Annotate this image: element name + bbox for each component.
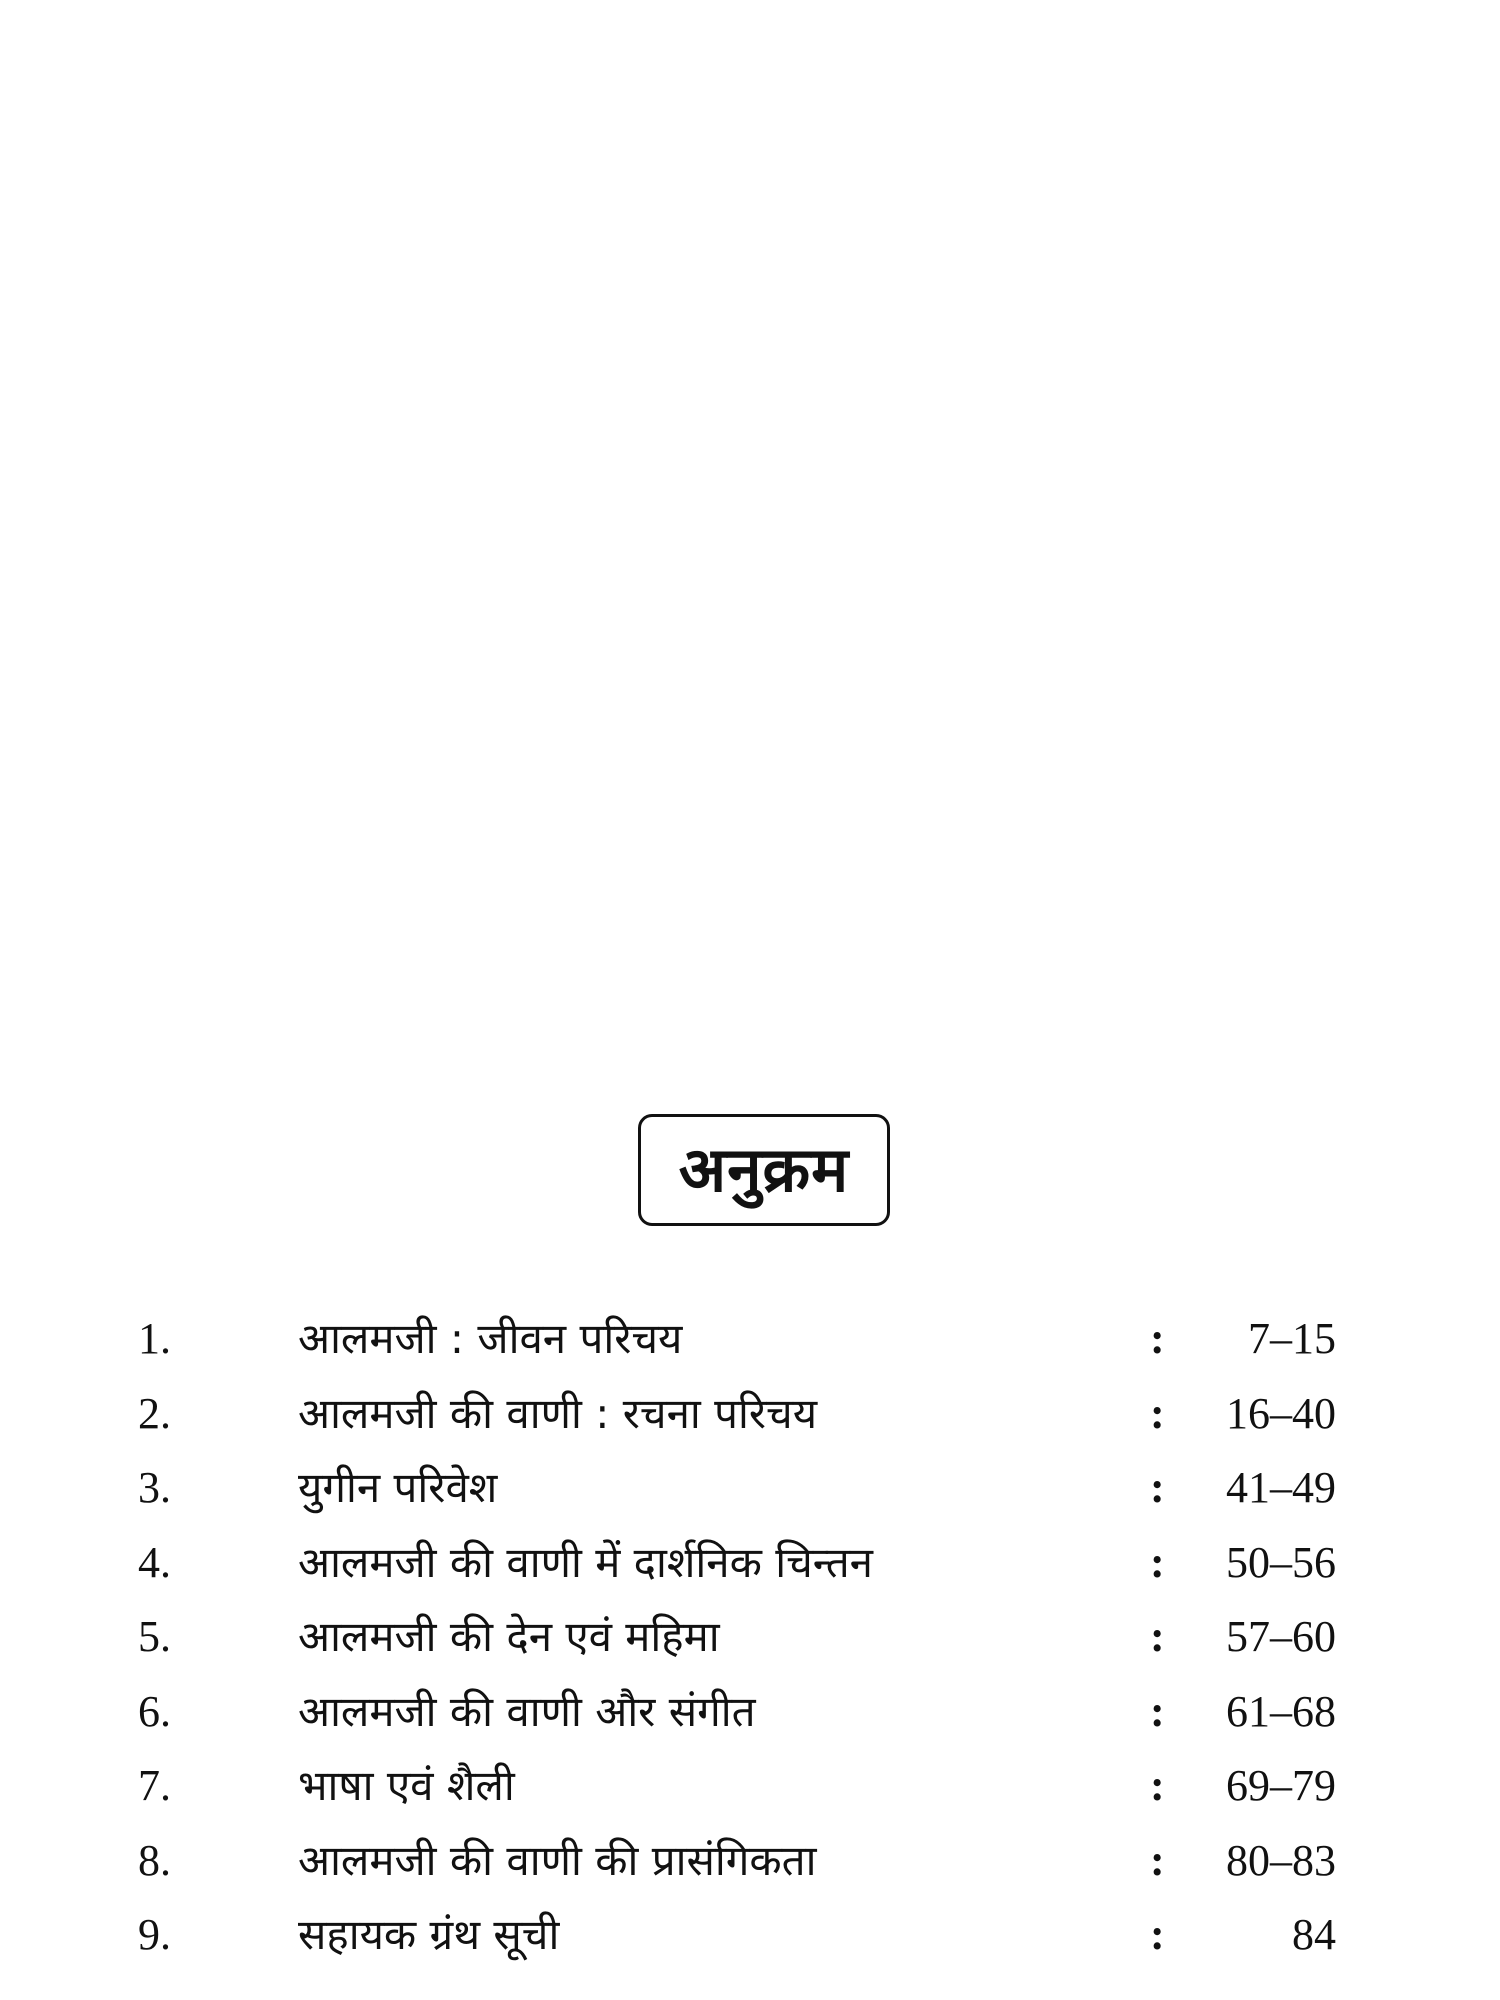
toc-heading: अनुक्रम (678, 1133, 850, 1206)
toc-entry-pages: 7–15 (1248, 1314, 1336, 1363)
toc-entry-pages: 57–60 (1226, 1612, 1336, 1661)
toc-entry-separator: : (1150, 1537, 1165, 1587)
toc-entry-pages: 50–56 (1226, 1537, 1336, 1587)
toc-entry-pages: 41–49 (1226, 1463, 1336, 1512)
toc-entry[interactable] (0, 1600, 1500, 1675)
toc-entry-pages: 80–83 (1226, 1835, 1336, 1885)
toc-entry-separator: : (1150, 1612, 1165, 1661)
toc-entry-title: आलमजी की देन एवं महिमा (298, 1612, 720, 1661)
toc-entry-separator: : (1150, 1463, 1165, 1512)
toc-entry-number: 5. (138, 1612, 171, 1661)
toc-entry-number: 1. (138, 1314, 171, 1363)
toc-entry-title: आलमजी की वाणी में दार्शनिक चिन्तन (298, 1537, 873, 1587)
toc-entry-separator: : (1150, 1761, 1165, 1810)
toc-entry-number: 3. (138, 1463, 171, 1512)
toc-entry-title: आलमजी की वाणी की प्रासंगिकता (298, 1835, 817, 1885)
toc-entry-title: आलमजी की वाणी : रचना परिचय (298, 1388, 818, 1438)
toc-entry-title: आलमजी की वाणी और संगीत (298, 1686, 756, 1736)
toc-entry-title: सहायक ग्रंथ सूची (298, 1910, 560, 1959)
table-of-contents (0, 1302, 1500, 1973)
toc-entry-separator: : (1150, 1910, 1165, 1959)
toc-entry-pages: 84 (1292, 1910, 1336, 1959)
toc-entry-separator: : (1150, 1835, 1165, 1885)
toc-entry-separator: : (1150, 1686, 1165, 1736)
toc-entry-number: 9. (138, 1910, 171, 1959)
toc-entry-pages: 69–79 (1226, 1761, 1336, 1810)
toc-entry[interactable] (0, 1824, 1500, 1899)
toc-entry-separator: : (1150, 1314, 1165, 1363)
toc-entry[interactable] (0, 1302, 1500, 1377)
toc-entry[interactable] (0, 1377, 1500, 1452)
toc-entry-number: 8. (138, 1835, 171, 1885)
toc-entry-number: 7. (138, 1761, 171, 1810)
toc-entry[interactable] (0, 1675, 1500, 1750)
toc-entry[interactable] (0, 1526, 1500, 1601)
toc-heading-box (638, 1114, 890, 1226)
toc-entry-separator: : (1150, 1388, 1165, 1438)
toc-entry-pages: 61–68 (1226, 1686, 1336, 1736)
toc-entry[interactable] (0, 1451, 1500, 1526)
toc-entry-number: 6. (138, 1686, 171, 1736)
toc-entry-title: युगीन परिवेश (298, 1463, 498, 1512)
toc-entry-number: 2. (138, 1388, 171, 1438)
toc-entry-title: आलमजी : जीवन परिचय (298, 1314, 683, 1363)
toc-entry[interactable] (0, 1898, 1500, 1973)
toc-entry[interactable] (0, 1749, 1500, 1824)
toc-entry-title: भाषा एवं शैली (298, 1761, 515, 1810)
toc-entry-number: 4. (138, 1537, 171, 1587)
toc-entry-pages: 16–40 (1226, 1388, 1336, 1438)
